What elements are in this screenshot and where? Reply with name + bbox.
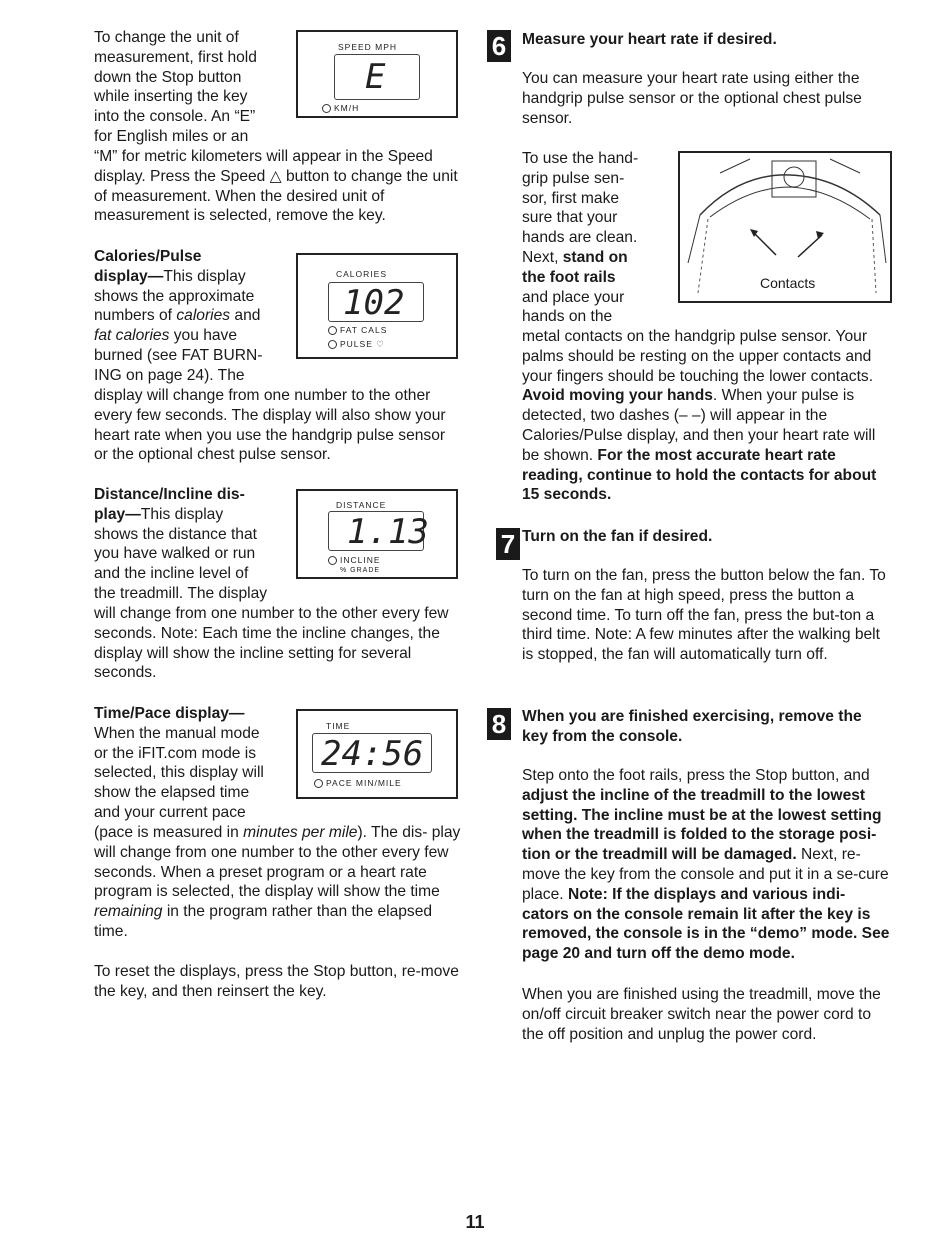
intro-wrap-lines <box>94 28 294 147</box>
indicator-dot-icon <box>314 779 323 788</box>
calories-digits: 102 <box>343 283 405 323</box>
text-span: numbers of <box>94 307 177 325</box>
text-span: This display <box>163 267 246 285</box>
text-line: while inserting the key <box>94 88 248 106</box>
text-span: and <box>230 307 261 325</box>
text-span: you have <box>169 327 238 345</box>
emphasis-text: minutes per mile <box>243 824 358 841</box>
text-span: play will change from one number to the other every few seconds. When a preset program or a heart rate program is selected, the display will show the time <box>94 824 461 901</box>
text-line: hands on the <box>522 308 613 326</box>
bold-text: the foot rails <box>522 268 616 286</box>
pulse-label: PULSE ♡ <box>340 339 385 349</box>
contacts-label: Contacts <box>760 275 816 291</box>
step-8-closing: When you are finished using the treadmill, move the on/off circuit breaker switch near the power cord to the off position and unplug the power cord. <box>522 986 881 1043</box>
step-8-title <box>522 707 902 747</box>
text-span: Next, re-move the key from the console and put it in a se-cure place. <box>522 846 889 903</box>
text-span: This display <box>140 505 224 523</box>
step-8-title-line: key from the console. <box>522 727 683 745</box>
text-span: Step onto the foot rails, press the Stop button, and <box>522 767 870 784</box>
text-span: ). The dis- <box>357 824 428 841</box>
kmh-indicator <box>322 103 359 113</box>
distance-digits: 1.13 <box>347 512 429 552</box>
page-number: 11 <box>465 1212 485 1232</box>
step-6-title: Measure your heart rate if desired. <box>522 31 777 48</box>
text-line: hands are clean. <box>522 229 638 247</box>
time-wrap-lines <box>94 704 294 823</box>
text-line: the treadmill. The display <box>94 584 268 602</box>
text-line: sure that your <box>522 209 618 227</box>
calories-label: CALORIES <box>336 269 387 279</box>
calories-heading: Calories/Pulse <box>94 248 202 265</box>
text-line: you have walked or run <box>94 545 256 563</box>
emphasis-text: calories <box>176 307 231 325</box>
indicator-dot-icon <box>322 104 331 113</box>
distance-lcd <box>328 511 429 552</box>
emphasis-text: fat calories <box>94 327 170 345</box>
text-line: To use the hand- <box>522 150 639 167</box>
bold-text: For the most accurate heart rate reading, continue to hold the contacts for about 15 seconds. <box>522 446 877 504</box>
bold-text: stand on <box>562 248 628 266</box>
distance-label: DISTANCE <box>336 500 387 510</box>
step-7-body: To turn on the fan, press the button below the fan. To turn on the fan at high speed, press the button a second time. To turn off the fan, press the but-ton a third time. Note: A few minutes after the walking belt is stopped, the fan will automatically turn off. <box>522 567 886 664</box>
step-8-badge: 8 <box>487 708 511 740</box>
text-line: sor, first make <box>522 189 620 207</box>
fat-cals-label: FAT CALS <box>340 325 388 335</box>
bold-text: Avoid moving your hands <box>522 387 713 405</box>
step-8-title-line: When you are finished exercising, remove the <box>522 708 862 725</box>
step-6-intro: You can measure your heart rate using either the handgrip pulse sensor or the optional chest pulse sensor. <box>522 70 862 127</box>
text-line: selected, this display will <box>94 764 264 782</box>
step-6-wrap-lines <box>522 149 672 327</box>
text-line: burned (see FAT BURN- <box>94 346 263 364</box>
reset-paragraph: To reset the displays, press the Stop button, re-move the key, and then reinsert the key. <box>94 963 459 1000</box>
calories-paragraph: display will change from one number to the other every few seconds. The display will also show your heart rate when you use the handgrip pulse sensor or the optional chest pulse sensor. <box>94 387 446 464</box>
text-line: and your current pace <box>94 803 246 821</box>
text-line: shows the approximate <box>94 287 255 305</box>
text-line: into the console. An “E” <box>94 108 256 126</box>
speed-display-figure <box>296 30 458 118</box>
text-line: down the Stop button <box>94 68 242 86</box>
distance-heading-cont: play— <box>94 505 141 523</box>
emphasis-text: remaining <box>94 903 163 921</box>
step-6-body <box>522 327 892 505</box>
text-line: To change the unit of <box>94 29 239 46</box>
distance-wrap-lines <box>94 485 294 604</box>
calories-wrap-lines <box>94 247 294 386</box>
calories-lcd <box>328 282 424 322</box>
text-span: . When your pulse is detected, two dashes (– –) will appear in the Calories/Pulse display, and then your heart rate will be shown. <box>522 387 876 464</box>
time-paragraph <box>94 823 462 942</box>
bold-text: adjust the incline of the treadmill to the lowest setting. The incline must be at the lowest setting when the treadmill is folded to the storage posi-tion or the treadmill will be damaged. <box>522 786 882 864</box>
distance-paragraph: will change from one number to the other every few seconds. Note: Each time the incline changes, the display will show the incline setting for several seconds. <box>94 605 449 682</box>
text-line: measurement, first hold <box>94 48 257 66</box>
grade-label: % GRADE <box>340 567 381 574</box>
indicator-dot-icon <box>328 326 337 335</box>
step-7-badge: 7 <box>496 528 520 560</box>
text-line: shows the distance that <box>94 525 257 543</box>
calories-heading-cont: display— <box>94 267 164 285</box>
speed-digit: E <box>365 57 386 97</box>
speed-label: SPEED MPH <box>338 42 398 52</box>
intro-paragraph: “M” for metric kilometers will appear in the Speed display. Press the Speed △ button to change the unit of measurement. When the desired unit of measurement is selected, remove the key. <box>94 148 458 225</box>
time-digits: 24:56 <box>321 734 424 774</box>
distance-heading: Distance/Incline dis- <box>94 486 245 503</box>
incline-label: INCLINE <box>340 555 381 565</box>
text-span: (pace is measured in <box>94 824 244 841</box>
pace-label: PACE MIN/MILE <box>326 778 402 788</box>
time-label: TIME <box>326 721 351 731</box>
pulse-indicator <box>328 339 385 350</box>
indicator-dot-icon <box>328 556 337 565</box>
step-8-body <box>522 766 892 964</box>
text-line: grip pulse sen- <box>522 169 625 187</box>
text-line: and place your <box>522 288 625 306</box>
speed-lcd <box>334 54 420 100</box>
text-line: When the manual mode <box>94 724 260 742</box>
incline-indicator <box>328 555 381 565</box>
handgrip-figure <box>678 151 892 303</box>
text-line: ING on page 24). The <box>94 366 245 384</box>
time-heading: Time/Pace display— <box>94 705 245 722</box>
text-span: in the program rather than the elapsed time. <box>94 903 433 940</box>
step-6-badge: 6 <box>487 30 511 62</box>
text-line: for English miles or an <box>94 127 249 145</box>
text-line: and the incline level of <box>94 565 249 583</box>
text-line: show the elapsed time <box>94 784 250 802</box>
calories-display-figure <box>296 253 458 359</box>
text-span: Next, <box>522 248 563 266</box>
bold-text: Note: If the displays and various indi-cators on the console remain lit after the key is removed, the console is in the “demo” mode. See page 20 and turn off the demo mode. <box>522 885 890 963</box>
fat-cals-indicator <box>328 325 387 335</box>
time-lcd <box>312 733 432 773</box>
pace-indicator <box>314 778 402 788</box>
time-display-figure <box>296 709 458 799</box>
step-7-title: Turn on the fan if desired. <box>522 528 713 545</box>
distance-display-figure <box>296 489 458 579</box>
text-line: or the iFIT.com mode is <box>94 744 257 762</box>
indicator-dot-icon <box>328 340 337 349</box>
text-span: metal contacts on the handgrip pulse sensor. Your palms should be resting on the upper contacts and your fingers should be touching the lower contacts. <box>522 328 874 385</box>
kmh-label: KM/H <box>334 103 360 113</box>
